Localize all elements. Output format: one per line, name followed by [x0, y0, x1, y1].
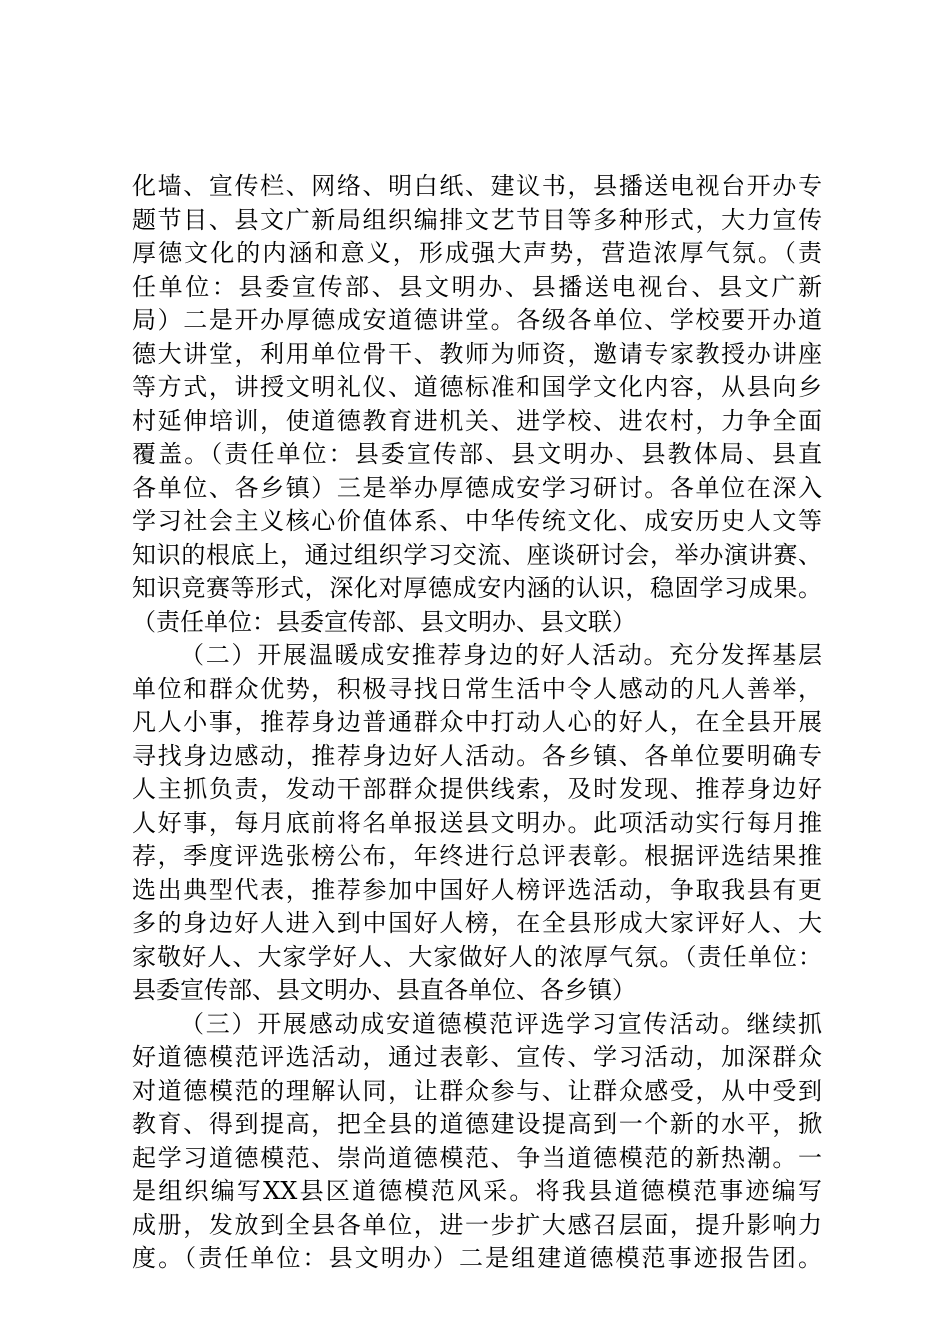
text-line: 凡人小事，推荐身边普通群众中打动人心的好人，在全县开展 [132, 708, 822, 736]
text-line: 家敬好人、大家学好人、大家做好人的浓厚气氛。（责任单位： [132, 942, 822, 971]
text-line: 任单位：县委宣传部、县文明办、县播送电视台、县文广新 [132, 272, 822, 301]
text-line: 选出典型代表，推荐参加中国好人榜评选活动，争取我县有更 [132, 875, 822, 904]
text-line: 度。（责任单位：县文明办）二是组建道德模范事迹报告团。 [132, 1244, 822, 1272]
paragraph-first-line: （三）开展感动成安道德模范评选学习宣传活动。继续抓 [180, 1009, 822, 1038]
text-line: 寻找身边感动，推荐身边好人活动。各乡镇、各单位要明确专 [132, 741, 822, 770]
text-line: 厚德文化的内涵和意义，形成强大声势，营造浓厚气氛。（责 [132, 239, 822, 267]
text-line: 成册，发放到全县各单位，进一步扩大感召层面，提升影响力 [132, 1210, 822, 1239]
text-line: （责任单位：县委宣传部、县文明办、县文联） [132, 607, 636, 636]
text-line: 起学习道德模范、崇尚道德模范、争当道德模范的新热潮。一 [132, 1143, 822, 1172]
text-line: 化墙、宣传栏、网络、明白纸、建议书，县播送电视台开办专 [132, 172, 822, 200]
paragraph-first-line: （二）开展温暖成安推荐身边的好人活动。充分发挥基层 [180, 641, 822, 669]
text-line: 村延伸培训，使道德教育进机关、进学校、进农村，力争全面 [132, 406, 822, 435]
text-line: 德大讲堂，利用单位骨干、教师为师资，邀请专家教授办讲座 [132, 339, 822, 368]
text-line: 局）二是开办厚德成安道德讲堂。各级各单位、学校要开办道 [132, 306, 822, 334]
text-line: 对道德模范的理解认同，让群众参与、让群众感受，从中受到 [132, 1076, 822, 1105]
text-line: 知识的根底上，通过组织学习交流、座谈研讨会，举办演讲赛、 [132, 540, 822, 569]
text-line: 学习社会主义核心价值体系、中华传统文化、成安历史人文等 [132, 507, 822, 535]
text-line: 荐，季度评选张榜公布，年终进行总评表彰。根据评选结果推 [132, 842, 822, 870]
text-line: 单位和群众优势，积极寻找日常生活中令人感动的凡人善举， [132, 674, 822, 703]
text-line: 题节目、县文广新局组织编排文艺节目等多种形式，大力宣传 [132, 205, 822, 234]
text-line: 多的身边好人进入到中国好人榜，在全县形成大家评好人、大 [132, 909, 822, 937]
text-line: 教育、得到提高，把全县的道德建设提高到一个新的水平，掀 [132, 1110, 822, 1138]
text-line: 覆盖。（责任单位：县委宣传部、县文明办、县教体局、县直 [132, 440, 822, 468]
text-line: 人主抓负责，发动干部群众提供线索，及时发现、推荐身边好 [132, 775, 822, 803]
text-line: 知识竞赛等形式，深化对厚德成安内涵的认识，稳固学习成果。 [132, 574, 822, 602]
text-line: 等方式，讲授文明礼仪、道德标准和国学文化内容，从县向乡 [132, 373, 822, 401]
text-line: 好道德模范评选活动，通过表彰、宣传、学习活动，加深群众 [132, 1043, 822, 1071]
text-line: 各单位、各乡镇）三是举办厚德成安学习研讨。各单位在深入 [132, 473, 822, 502]
document-body [132, 170, 822, 1276]
text-line: 是组织编写XX县区道德模范风采。将我县道德模范事迹编写 [132, 1177, 822, 1205]
text-line: 县委宣传部、县文明办、县直各单位、各乡镇） [132, 976, 636, 1004]
text-line: 人好事，每月底前将名单报送县文明办。此项活动实行每月推 [132, 808, 822, 837]
